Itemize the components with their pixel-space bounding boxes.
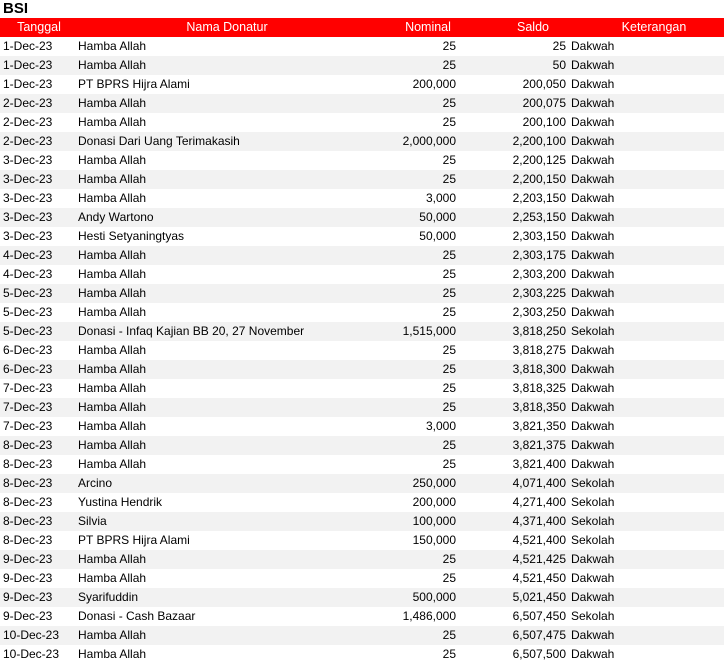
cell-nominal[interactable]: 500,000	[412, 590, 456, 604]
cell-keterangan[interactable]: Sekolah	[571, 609, 615, 623]
header-saldo[interactable]: Saldo	[517, 20, 549, 34]
table-row	[0, 512, 724, 531]
cell-nama-donatur[interactable]: Hamba Allah	[78, 248, 147, 262]
cell-nama-donatur[interactable]: Hamba Allah	[78, 628, 147, 642]
cell-keterangan[interactable]: Sekolah	[571, 495, 615, 509]
cell-nama-donatur[interactable]: Hamba Allah	[78, 267, 147, 281]
cell-keterangan[interactable]: Dakwah	[571, 590, 615, 604]
cell-keterangan[interactable]: Dakwah	[571, 400, 615, 414]
cell-nama-donatur[interactable]: Hamba Allah	[78, 381, 147, 395]
cell-nominal[interactable]: 25	[442, 438, 456, 452]
table-row	[0, 493, 724, 512]
cell-nominal[interactable]: 200,000	[412, 495, 456, 509]
cell-tanggal[interactable]: 4-Dec-23	[3, 267, 53, 281]
cell-tanggal[interactable]: 7-Dec-23	[3, 419, 53, 433]
cell-nama-donatur[interactable]: Hamba Allah	[78, 191, 147, 205]
cell-keterangan[interactable]: Dakwah	[571, 286, 615, 300]
table-row	[0, 151, 724, 170]
cell-nominal[interactable]: 25	[442, 172, 456, 186]
cell-saldo[interactable]: 6,507,500	[512, 647, 566, 661]
table-row	[0, 645, 724, 664]
cell-tanggal[interactable]: 1-Dec-23	[3, 39, 53, 53]
cell-nominal[interactable]: 150,000	[412, 533, 456, 547]
cell-keterangan[interactable]: Dakwah	[571, 267, 615, 281]
table-row	[0, 265, 724, 284]
cell-nominal[interactable]: 50,000	[419, 210, 456, 224]
cell-nominal[interactable]: 1,515,000	[402, 324, 456, 338]
cell-tanggal[interactable]: 8-Dec-23	[3, 476, 53, 490]
table-row	[0, 550, 724, 569]
cell-saldo[interactable]: 6,507,475	[512, 628, 566, 642]
cell-nominal[interactable]: 25	[442, 628, 456, 642]
cell-keterangan[interactable]: Dakwah	[571, 419, 615, 433]
cell-tanggal[interactable]: 8-Dec-23	[3, 438, 53, 452]
cell-keterangan[interactable]: Dakwah	[571, 229, 615, 243]
cell-nama-donatur[interactable]: Hamba Allah	[78, 343, 147, 357]
cell-saldo[interactable]: 6,507,450	[512, 609, 566, 623]
cell-tanggal[interactable]: 4-Dec-23	[3, 248, 53, 262]
cell-keterangan[interactable]: Dakwah	[571, 58, 615, 72]
table-row	[0, 379, 724, 398]
cell-nominal[interactable]: 25	[442, 153, 456, 167]
cell-keterangan[interactable]: Dakwah	[571, 210, 615, 224]
header-nominal[interactable]: Nominal	[405, 20, 451, 34]
cell-nominal[interactable]: 1,486,000	[402, 609, 456, 623]
cell-saldo[interactable]: 3,821,350	[512, 419, 566, 433]
cell-keterangan[interactable]: Sekolah	[571, 476, 615, 490]
cell-saldo[interactable]: 3,818,300	[512, 362, 566, 376]
cell-saldo[interactable]: 3,821,375	[512, 438, 566, 452]
cell-tanggal[interactable]: 3-Dec-23	[3, 210, 53, 224]
cell-keterangan[interactable]: Dakwah	[571, 115, 615, 129]
cell-saldo[interactable]: 200,100	[522, 115, 566, 129]
cell-tanggal[interactable]: 3-Dec-23	[3, 172, 53, 186]
cell-nominal[interactable]: 250,000	[412, 476, 456, 490]
cell-tanggal[interactable]: 5-Dec-23	[3, 324, 53, 338]
cell-saldo[interactable]: 200,075	[522, 96, 566, 110]
table-header	[0, 18, 724, 37]
cell-keterangan[interactable]: Dakwah	[571, 153, 615, 167]
cell-tanggal[interactable]: 3-Dec-23	[3, 191, 53, 205]
sheet-title: BSI	[3, 0, 29, 17]
cell-nama-donatur[interactable]: Yustina Hendrik	[78, 495, 163, 509]
table-row	[0, 569, 724, 588]
cell-tanggal[interactable]: 6-Dec-23	[3, 362, 53, 376]
cell-nama-donatur[interactable]: Hamba Allah	[78, 286, 147, 300]
cell-tanggal[interactable]: 1-Dec-23	[3, 58, 53, 72]
cell-keterangan[interactable]: Dakwah	[571, 381, 615, 395]
cell-nama-donatur[interactable]: Hamba Allah	[78, 115, 147, 129]
cell-tanggal[interactable]: 8-Dec-23	[3, 457, 53, 471]
table-row	[0, 113, 724, 132]
table-row	[0, 607, 724, 626]
cell-saldo[interactable]: 2,200,150	[512, 172, 566, 186]
cell-keterangan[interactable]: Sekolah	[571, 324, 615, 338]
cell-nominal[interactable]: 25	[442, 267, 456, 281]
cell-tanggal[interactable]: 5-Dec-23	[3, 286, 53, 300]
table-row	[0, 132, 724, 151]
cell-saldo[interactable]: 4,521,400	[512, 533, 566, 547]
cell-nama-donatur[interactable]: Hamba Allah	[78, 400, 147, 414]
header-tanggal[interactable]: Tanggal	[17, 20, 61, 34]
cell-saldo[interactable]: 4,271,400	[512, 495, 566, 509]
cell-keterangan[interactable]: Dakwah	[571, 647, 615, 661]
cell-nama-donatur[interactable]: Silvia	[78, 514, 107, 528]
cell-keterangan[interactable]: Dakwah	[571, 305, 615, 319]
cell-keterangan[interactable]: Dakwah	[571, 96, 615, 110]
table-row	[0, 208, 724, 227]
cell-nominal[interactable]: 3,000	[425, 191, 456, 205]
cell-saldo[interactable]: 2,303,225	[512, 286, 566, 300]
table-row	[0, 588, 724, 607]
cell-nama-donatur[interactable]: Hamba Allah	[78, 647, 147, 661]
table-body	[0, 37, 724, 664]
cell-saldo[interactable]: 200,050	[522, 77, 566, 91]
cell-saldo[interactable]: 3,821,400	[512, 457, 566, 471]
cell-nama-donatur[interactable]: Hamba Allah	[78, 305, 147, 319]
cell-saldo[interactable]: 5,021,450	[512, 590, 566, 604]
cell-tanggal[interactable]: 9-Dec-23	[3, 571, 53, 585]
cell-saldo[interactable]: 2,200,100	[512, 134, 566, 148]
table-row	[0, 94, 724, 113]
cell-keterangan[interactable]: Dakwah	[571, 172, 615, 186]
cell-nama-donatur[interactable]: Hesti Setyaningtyas	[78, 229, 185, 243]
cell-tanggal[interactable]: 8-Dec-23	[3, 514, 53, 528]
cell-nominal[interactable]: 25	[442, 96, 456, 110]
cell-nama-donatur[interactable]: Hamba Allah	[78, 457, 147, 471]
table-row	[0, 398, 724, 417]
cell-nominal[interactable]: 25	[442, 552, 456, 566]
cell-saldo[interactable]: 3,818,325	[512, 381, 566, 395]
cell-nominal[interactable]: 50,000	[419, 229, 456, 243]
header-keterangan[interactable]: Keterangan	[621, 20, 687, 34]
cell-tanggal[interactable]: 9-Dec-23	[3, 590, 53, 604]
cell-saldo[interactable]: 50	[552, 58, 566, 72]
cell-nominal[interactable]: 200,000	[412, 77, 456, 91]
cell-nama-donatur[interactable]: Andy Wartono	[78, 210, 154, 224]
cell-keterangan[interactable]: Dakwah	[571, 39, 615, 53]
cell-saldo[interactable]: 2,303,150	[512, 229, 566, 243]
cell-saldo[interactable]: 2,203,150	[512, 191, 566, 205]
cell-keterangan[interactable]: Dakwah	[571, 191, 615, 205]
cell-nama-donatur[interactable]: Hamba Allah	[78, 153, 147, 167]
header-nama-donatur[interactable]: Nama Donatur	[186, 20, 268, 34]
cell-tanggal[interactable]: 6-Dec-23	[3, 343, 53, 357]
cell-saldo[interactable]: 4,071,400	[512, 476, 566, 490]
table-row	[0, 227, 724, 246]
table-row	[0, 360, 724, 379]
table-row	[0, 531, 724, 550]
cell-nama-donatur[interactable]: Donasi - Infaq Kajian BB 20, 27 November	[78, 324, 305, 338]
cell-keterangan[interactable]: Dakwah	[571, 362, 615, 376]
cell-saldo[interactable]: 4,521,425	[512, 552, 566, 566]
cell-saldo[interactable]: 2,303,200	[512, 267, 566, 281]
table-row	[0, 455, 724, 474]
cell-keterangan[interactable]: Dakwah	[571, 552, 615, 566]
cell-tanggal[interactable]: 9-Dec-23	[3, 609, 53, 623]
cell-nominal[interactable]: 25	[442, 647, 456, 661]
cell-saldo[interactable]: 2,303,175	[512, 248, 566, 262]
cell-nama-donatur[interactable]: Syarifuddin	[78, 590, 139, 604]
cell-keterangan[interactable]: Sekolah	[571, 533, 615, 547]
cell-keterangan[interactable]: Dakwah	[571, 248, 615, 262]
cell-tanggal[interactable]: 8-Dec-23	[3, 533, 53, 547]
cell-nominal[interactable]: 25	[442, 39, 456, 53]
table-row	[0, 626, 724, 645]
cell-nominal[interactable]: 3,000	[425, 419, 456, 433]
table-row	[0, 75, 724, 94]
cell-keterangan[interactable]: Dakwah	[571, 77, 615, 91]
cell-saldo[interactable]: 2,303,250	[512, 305, 566, 319]
cell-nominal[interactable]: 25	[442, 400, 456, 414]
cell-tanggal[interactable]: 2-Dec-23	[3, 134, 53, 148]
cell-tanggal[interactable]: 7-Dec-23	[3, 400, 53, 414]
cell-saldo[interactable]: 25	[552, 39, 566, 53]
cell-saldo[interactable]: 4,521,450	[512, 571, 566, 585]
cell-saldo[interactable]: 2,200,125	[512, 153, 566, 167]
cell-nominal[interactable]: 25	[442, 248, 456, 262]
cell-nominal[interactable]: 25	[442, 58, 456, 72]
table-row	[0, 322, 724, 341]
cell-keterangan[interactable]: Dakwah	[571, 571, 615, 585]
cell-tanggal[interactable]: 2-Dec-23	[3, 96, 53, 110]
cell-nominal[interactable]: 25	[442, 343, 456, 357]
cell-nama-donatur[interactable]: Hamba Allah	[78, 362, 147, 376]
cell-tanggal[interactable]: 8-Dec-23	[3, 495, 53, 509]
cell-nominal[interactable]: 25	[442, 305, 456, 319]
cell-nominal[interactable]: 25	[442, 362, 456, 376]
cell-saldo[interactable]: 3,818,250	[512, 324, 566, 338]
cell-saldo[interactable]: 3,818,275	[512, 343, 566, 357]
table-row	[0, 37, 724, 56]
cell-tanggal[interactable]: 3-Dec-23	[3, 229, 53, 243]
cell-nama-donatur[interactable]: Donasi Dari Uang Terimakasih	[78, 134, 240, 148]
cell-nama-donatur[interactable]: Hamba Allah	[78, 552, 147, 566]
cell-saldo[interactable]: 2,253,150	[512, 210, 566, 224]
cell-keterangan[interactable]: Sekolah	[571, 514, 615, 528]
table-row	[0, 246, 724, 265]
cell-tanggal[interactable]: 3-Dec-23	[3, 153, 53, 167]
cell-saldo[interactable]: 3,818,350	[512, 400, 566, 414]
table-row	[0, 56, 724, 75]
cell-nominal[interactable]: 25	[442, 115, 456, 129]
cell-nama-donatur[interactable]: PT BPRS Hijra Alami	[78, 77, 190, 91]
cell-nominal[interactable]: 25	[442, 457, 456, 471]
cell-keterangan[interactable]: Dakwah	[571, 134, 615, 148]
table-row	[0, 417, 724, 436]
cell-keterangan[interactable]: Dakwah	[571, 438, 615, 452]
cell-tanggal[interactable]: 2-Dec-23	[3, 115, 53, 129]
cell-nominal[interactable]: 25	[442, 381, 456, 395]
cell-keterangan[interactable]: Dakwah	[571, 343, 615, 357]
cell-tanggal[interactable]: 10-Dec-23	[3, 647, 60, 661]
cell-keterangan[interactable]: Dakwah	[571, 628, 615, 642]
cell-nama-donatur[interactable]: Arcino	[78, 476, 113, 490]
cell-nominal[interactable]: 100,000	[412, 514, 456, 528]
cell-tanggal[interactable]: 1-Dec-23	[3, 77, 53, 91]
cell-nama-donatur[interactable]: Donasi - Cash Bazaar	[78, 609, 196, 623]
cell-nama-donatur[interactable]: Hamba Allah	[78, 96, 147, 110]
cell-nominal[interactable]: 25	[442, 286, 456, 300]
cell-nama-donatur[interactable]: Hamba Allah	[78, 172, 147, 186]
table-row	[0, 436, 724, 455]
cell-nama-donatur[interactable]: Hamba Allah	[78, 419, 147, 433]
cell-nama-donatur[interactable]: Hamba Allah	[78, 39, 147, 53]
table-row	[0, 170, 724, 189]
table-row	[0, 303, 724, 322]
cell-tanggal[interactable]: 5-Dec-23	[3, 305, 53, 319]
table-row	[0, 189, 724, 208]
cell-nama-donatur[interactable]: Hamba Allah	[78, 438, 147, 452]
table-row	[0, 284, 724, 303]
cell-nominal[interactable]: 25	[442, 571, 456, 585]
cell-tanggal[interactable]: 10-Dec-23	[3, 628, 60, 642]
cell-tanggal[interactable]: 7-Dec-23	[3, 381, 53, 395]
cell-nama-donatur[interactable]: Hamba Allah	[78, 58, 147, 72]
cell-keterangan[interactable]: Dakwah	[571, 457, 615, 471]
cell-tanggal[interactable]: 9-Dec-23	[3, 552, 53, 566]
cell-saldo[interactable]: 4,371,400	[512, 514, 566, 528]
cell-nama-donatur[interactable]: PT BPRS Hijra Alami	[78, 533, 190, 547]
cell-nominal[interactable]: 2,000,000	[402, 134, 456, 148]
cell-nama-donatur[interactable]: Hamba Allah	[78, 571, 147, 585]
table-row	[0, 474, 724, 493]
table-row	[0, 341, 724, 360]
